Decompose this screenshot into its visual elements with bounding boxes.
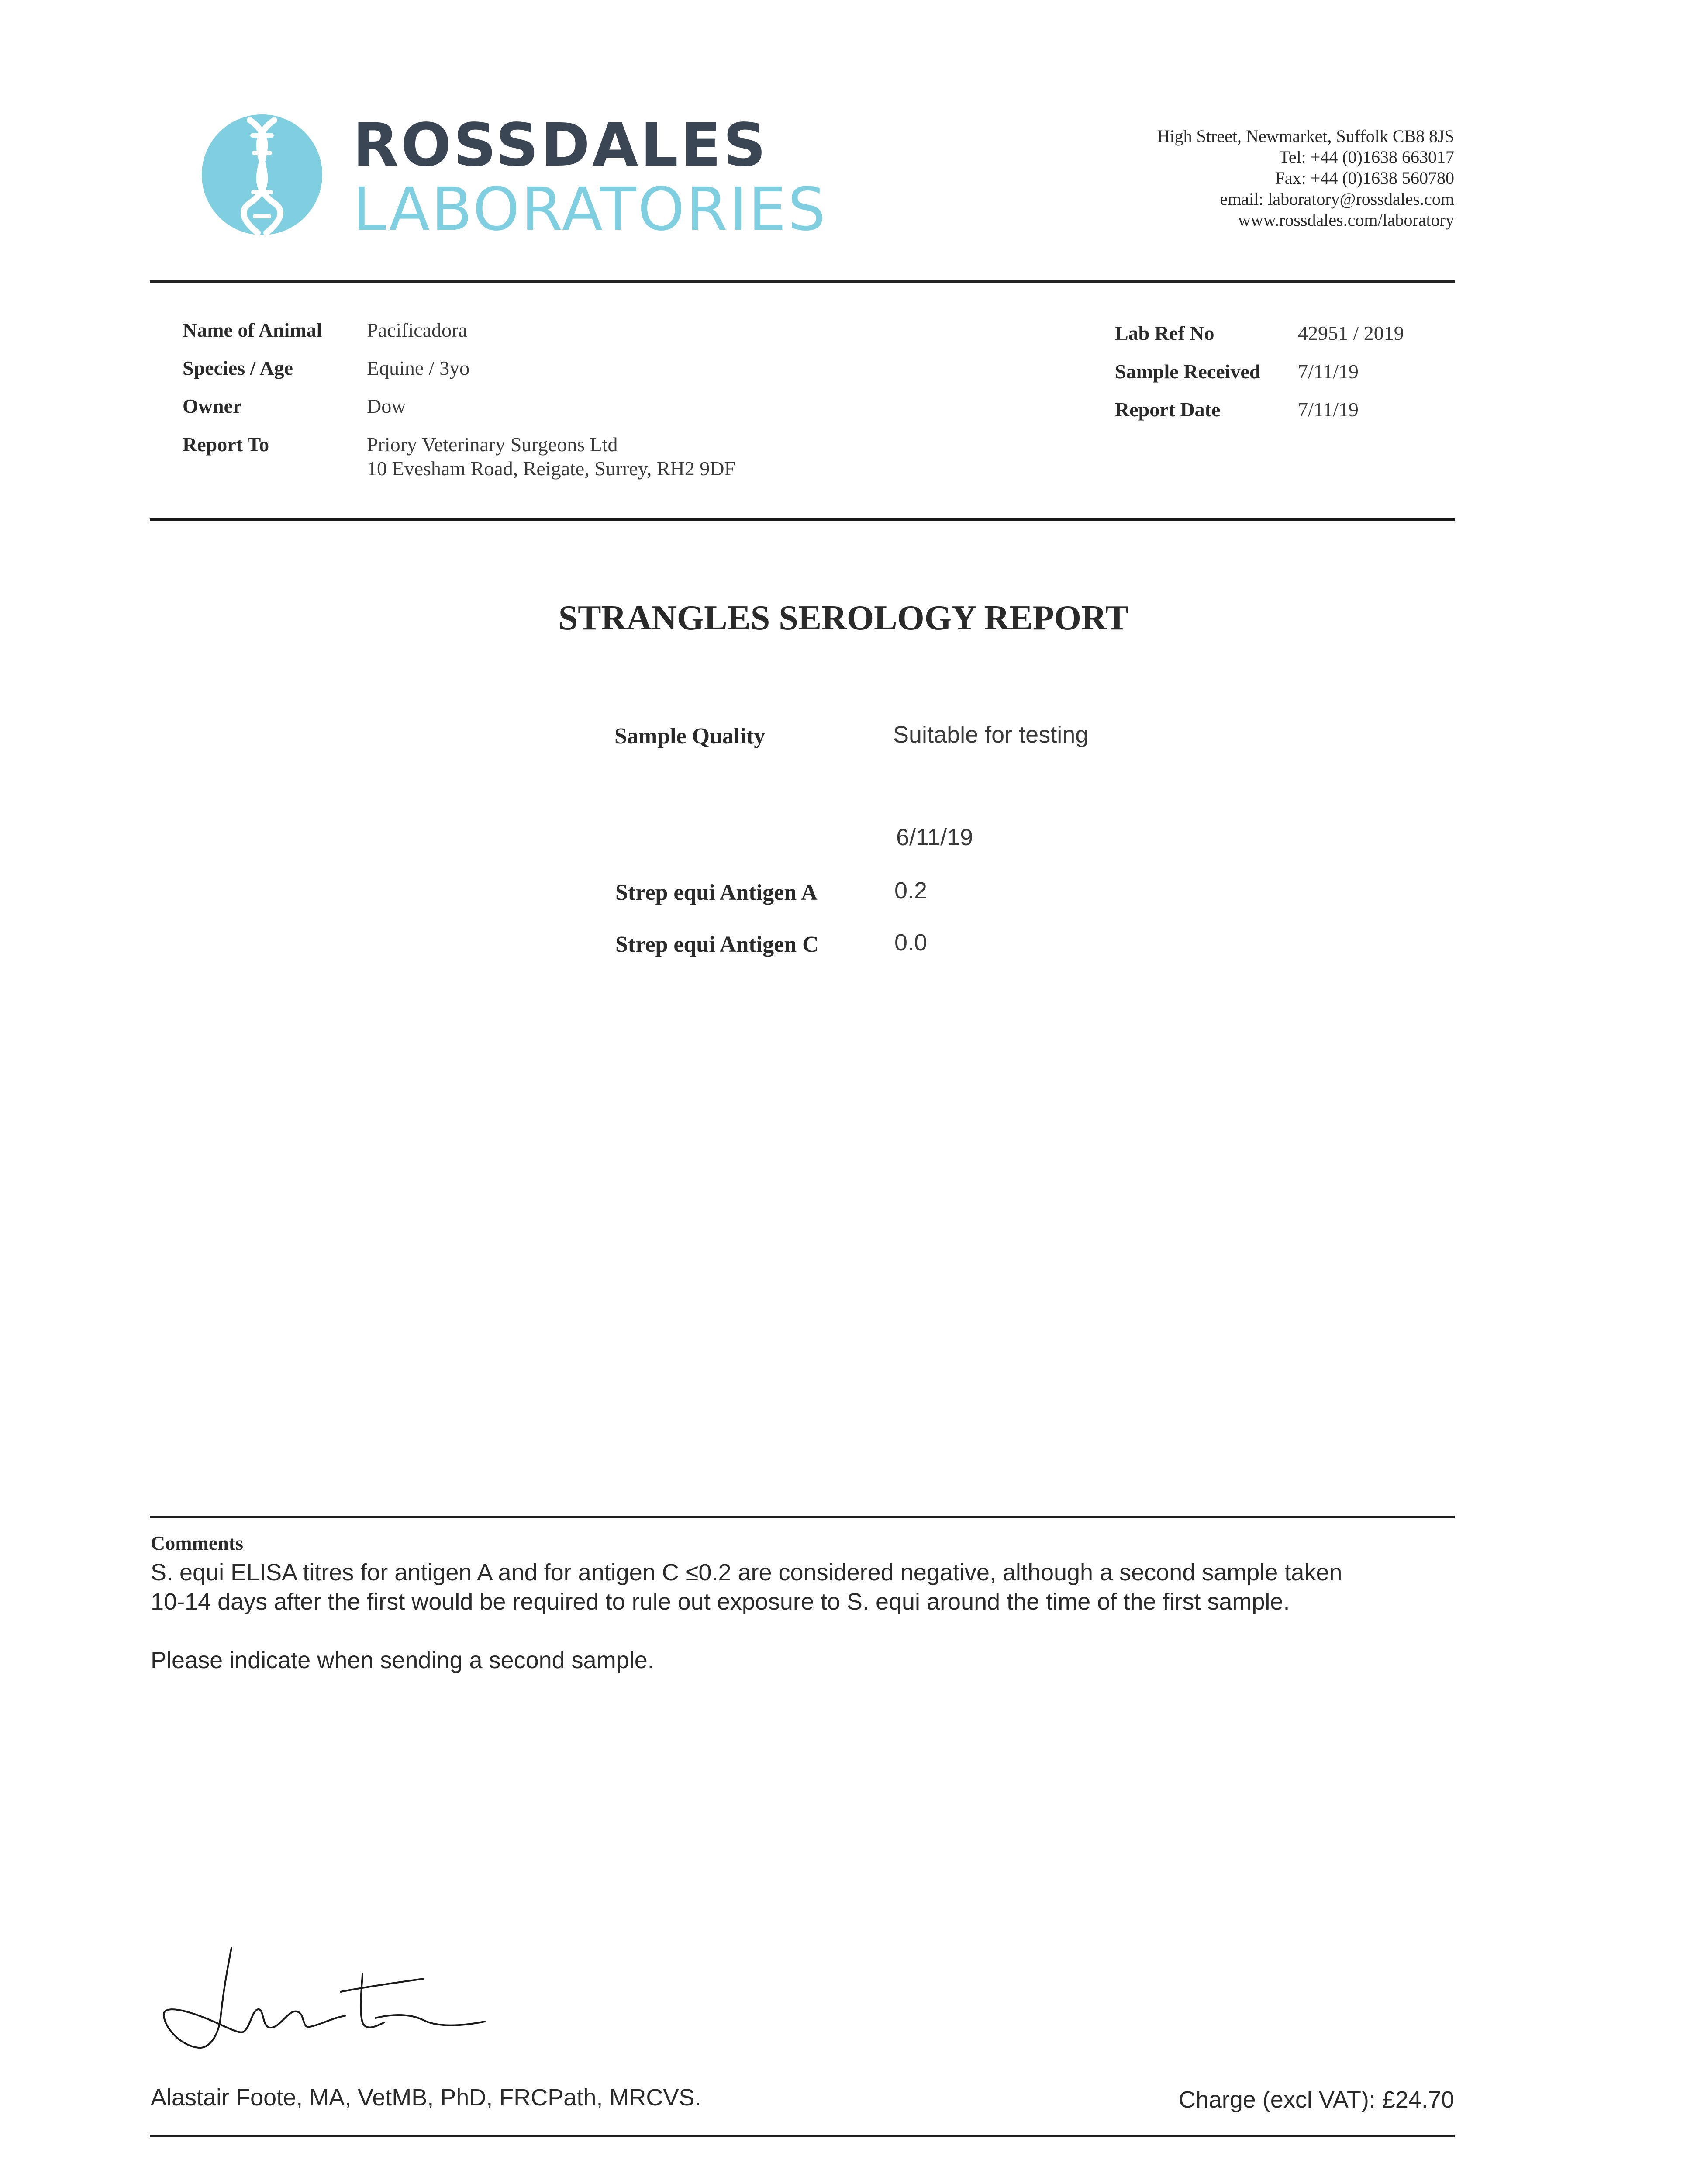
report-title: STRANGLES SEROLOGY REPORT: [558, 599, 1129, 637]
address-line: High Street, Newmarket, Suffolk CB8 8JS: [1157, 126, 1454, 146]
website-line: www.rossdales.com/laboratory: [1238, 210, 1454, 230]
phone-line: Tel: +44 (0)1638 663017: [1279, 147, 1454, 167]
dna-helix-icon: [201, 111, 323, 238]
sample-date: 6/11/19: [896, 824, 973, 850]
report-to-practice: Priory Veterinary Surgeons Ltd: [367, 433, 618, 456]
handwritten-signature: [157, 1944, 498, 2057]
report-date-label: Report Date: [1115, 398, 1221, 421]
owner-label: Owner: [183, 395, 242, 417]
sample-quality-label: Sample Quality: [614, 724, 766, 749]
antigen-a-label: Strep equi Antigen A: [615, 880, 818, 905]
lab-ref-label: Lab Ref No: [1115, 322, 1214, 344]
sample-received-value: 7/11/19: [1298, 360, 1359, 383]
signatory-name: Alastair Foote, MA, VetMB, PhD, FRCPath, MRCVS.: [151, 2084, 701, 2111]
animal-name-value: Pacificadora: [367, 319, 467, 341]
species-age-label: Species / Age: [183, 357, 293, 379]
comments-divider: [150, 1516, 1455, 1518]
comments-heading: Comments: [151, 1532, 244, 1554]
animal-name-label: Name of Animal: [183, 319, 322, 341]
antigen-c-label: Strep equi Antigen C: [615, 932, 819, 957]
info-divider: [150, 518, 1455, 521]
sample-received-label: Sample Received: [1115, 360, 1261, 383]
brand-subtitle: LABORATORIES: [353, 175, 828, 244]
species-age-value: Equine / 3yo: [367, 357, 470, 379]
brand-name: ROSSDALES: [353, 111, 768, 180]
report-date-value: 7/11/19: [1298, 398, 1359, 421]
antigen-c-value: 0.0: [894, 930, 928, 956]
charge-amount: Charge (excl VAT): £24.70: [1178, 2087, 1454, 2113]
email-line: email: laboratory@rossdales.com: [1220, 189, 1454, 209]
antigen-a-value: 0.2: [894, 878, 928, 904]
header-divider: [150, 280, 1455, 283]
comment-line: 10-14 days after the first would be required to rule out exposure to S. equi around the time of the first sample.: [151, 1589, 1290, 1615]
sample-quality-value: Suitable for testing: [893, 722, 1089, 748]
comment-line: S. equi ELISA titres for antigen A and for antigen C ≤0.2 are considered negative, although a second sample taken: [151, 1559, 1342, 1586]
owner-value: Dow: [367, 395, 406, 417]
fax-line: Fax: +44 (0)1638 560780: [1275, 168, 1454, 188]
footer-divider: [150, 2135, 1455, 2137]
lab-ref-value: 42951 / 2019: [1298, 322, 1404, 344]
comment-note: Please indicate when sending a second sample.: [151, 1647, 654, 1673]
report-to-label: Report To: [183, 433, 269, 456]
lab-address: [1157, 126, 1454, 231]
report-to-address: 10 Evesham Road, Reigate, Surrey, RH2 9DF: [367, 457, 736, 480]
